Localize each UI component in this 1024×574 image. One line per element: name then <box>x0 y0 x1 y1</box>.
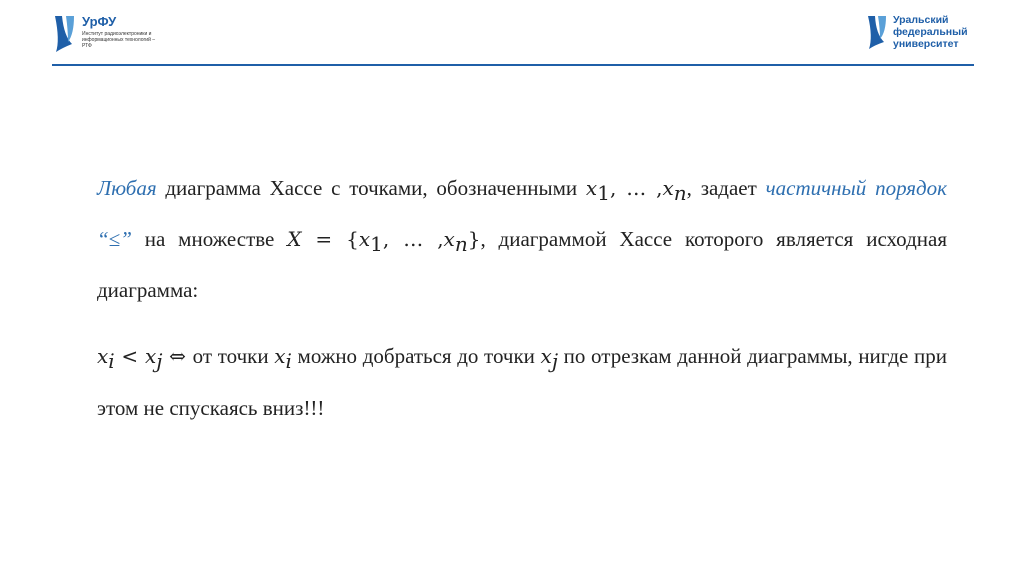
text: по отрезкам данной диаграммы, нигде при этом не спускаясь вниз!!! <box>97 344 947 420</box>
math-var: x <box>540 344 552 369</box>
term-any: Любая <box>97 176 157 200</box>
math-var: x <box>97 344 109 369</box>
math-sub: i <box>285 349 292 374</box>
math-var: x <box>443 227 455 252</box>
math-var: x <box>274 344 286 369</box>
math-lt: < <box>114 344 145 369</box>
university-name <box>893 14 968 50</box>
term-partial-order: частичный порядок “≤” <box>97 176 947 252</box>
math-sub: j <box>156 349 163 374</box>
math-sep: , … , <box>609 176 663 200</box>
math-sub: n <box>454 232 468 257</box>
header-divider <box>52 64 974 66</box>
text: от точки <box>192 344 269 369</box>
text: , задает <box>686 176 757 200</box>
urfu-emblem-icon <box>52 14 78 54</box>
urfu-logo-right <box>866 14 976 54</box>
logo-name: УрФУ <box>82 14 117 29</box>
math-close: } <box>467 227 481 252</box>
definition-paragraph <box>97 165 947 313</box>
university-name-line: федеральный <box>893 26 968 38</box>
text: , диаграммой Хассе которого является исходная диаграмма: <box>97 227 947 303</box>
math-sep: , … , <box>382 227 444 252</box>
slide-content <box>97 165 947 431</box>
math-eq: = { <box>301 227 359 252</box>
math-sub: 1 <box>370 232 383 257</box>
math-iff: ⇔ <box>162 344 193 369</box>
math-sub: j <box>551 349 559 374</box>
urfu-logo-left <box>52 14 162 58</box>
math-sub: n <box>673 181 687 206</box>
university-name-line: университет <box>893 38 959 50</box>
logo-subtitle: Институт радиоэлектроники и информационных технологий – РТФ <box>82 31 156 49</box>
math-sub: 1 <box>597 181 610 206</box>
math-var: x <box>662 176 674 200</box>
math-sub: i <box>108 349 115 374</box>
university-name-line: Уральский <box>893 14 949 26</box>
math-var: x <box>585 176 598 200</box>
text: диаграмма Хассе с точками, обозначенными <box>165 176 578 200</box>
text: можно добраться до точки <box>297 344 535 369</box>
urfu-emblem-icon <box>866 14 888 50</box>
order-paragraph <box>97 333 947 430</box>
math-set: X <box>287 227 302 252</box>
math-var: x <box>358 227 371 252</box>
math-var: x <box>144 344 157 369</box>
text: на множестве <box>144 227 275 252</box>
